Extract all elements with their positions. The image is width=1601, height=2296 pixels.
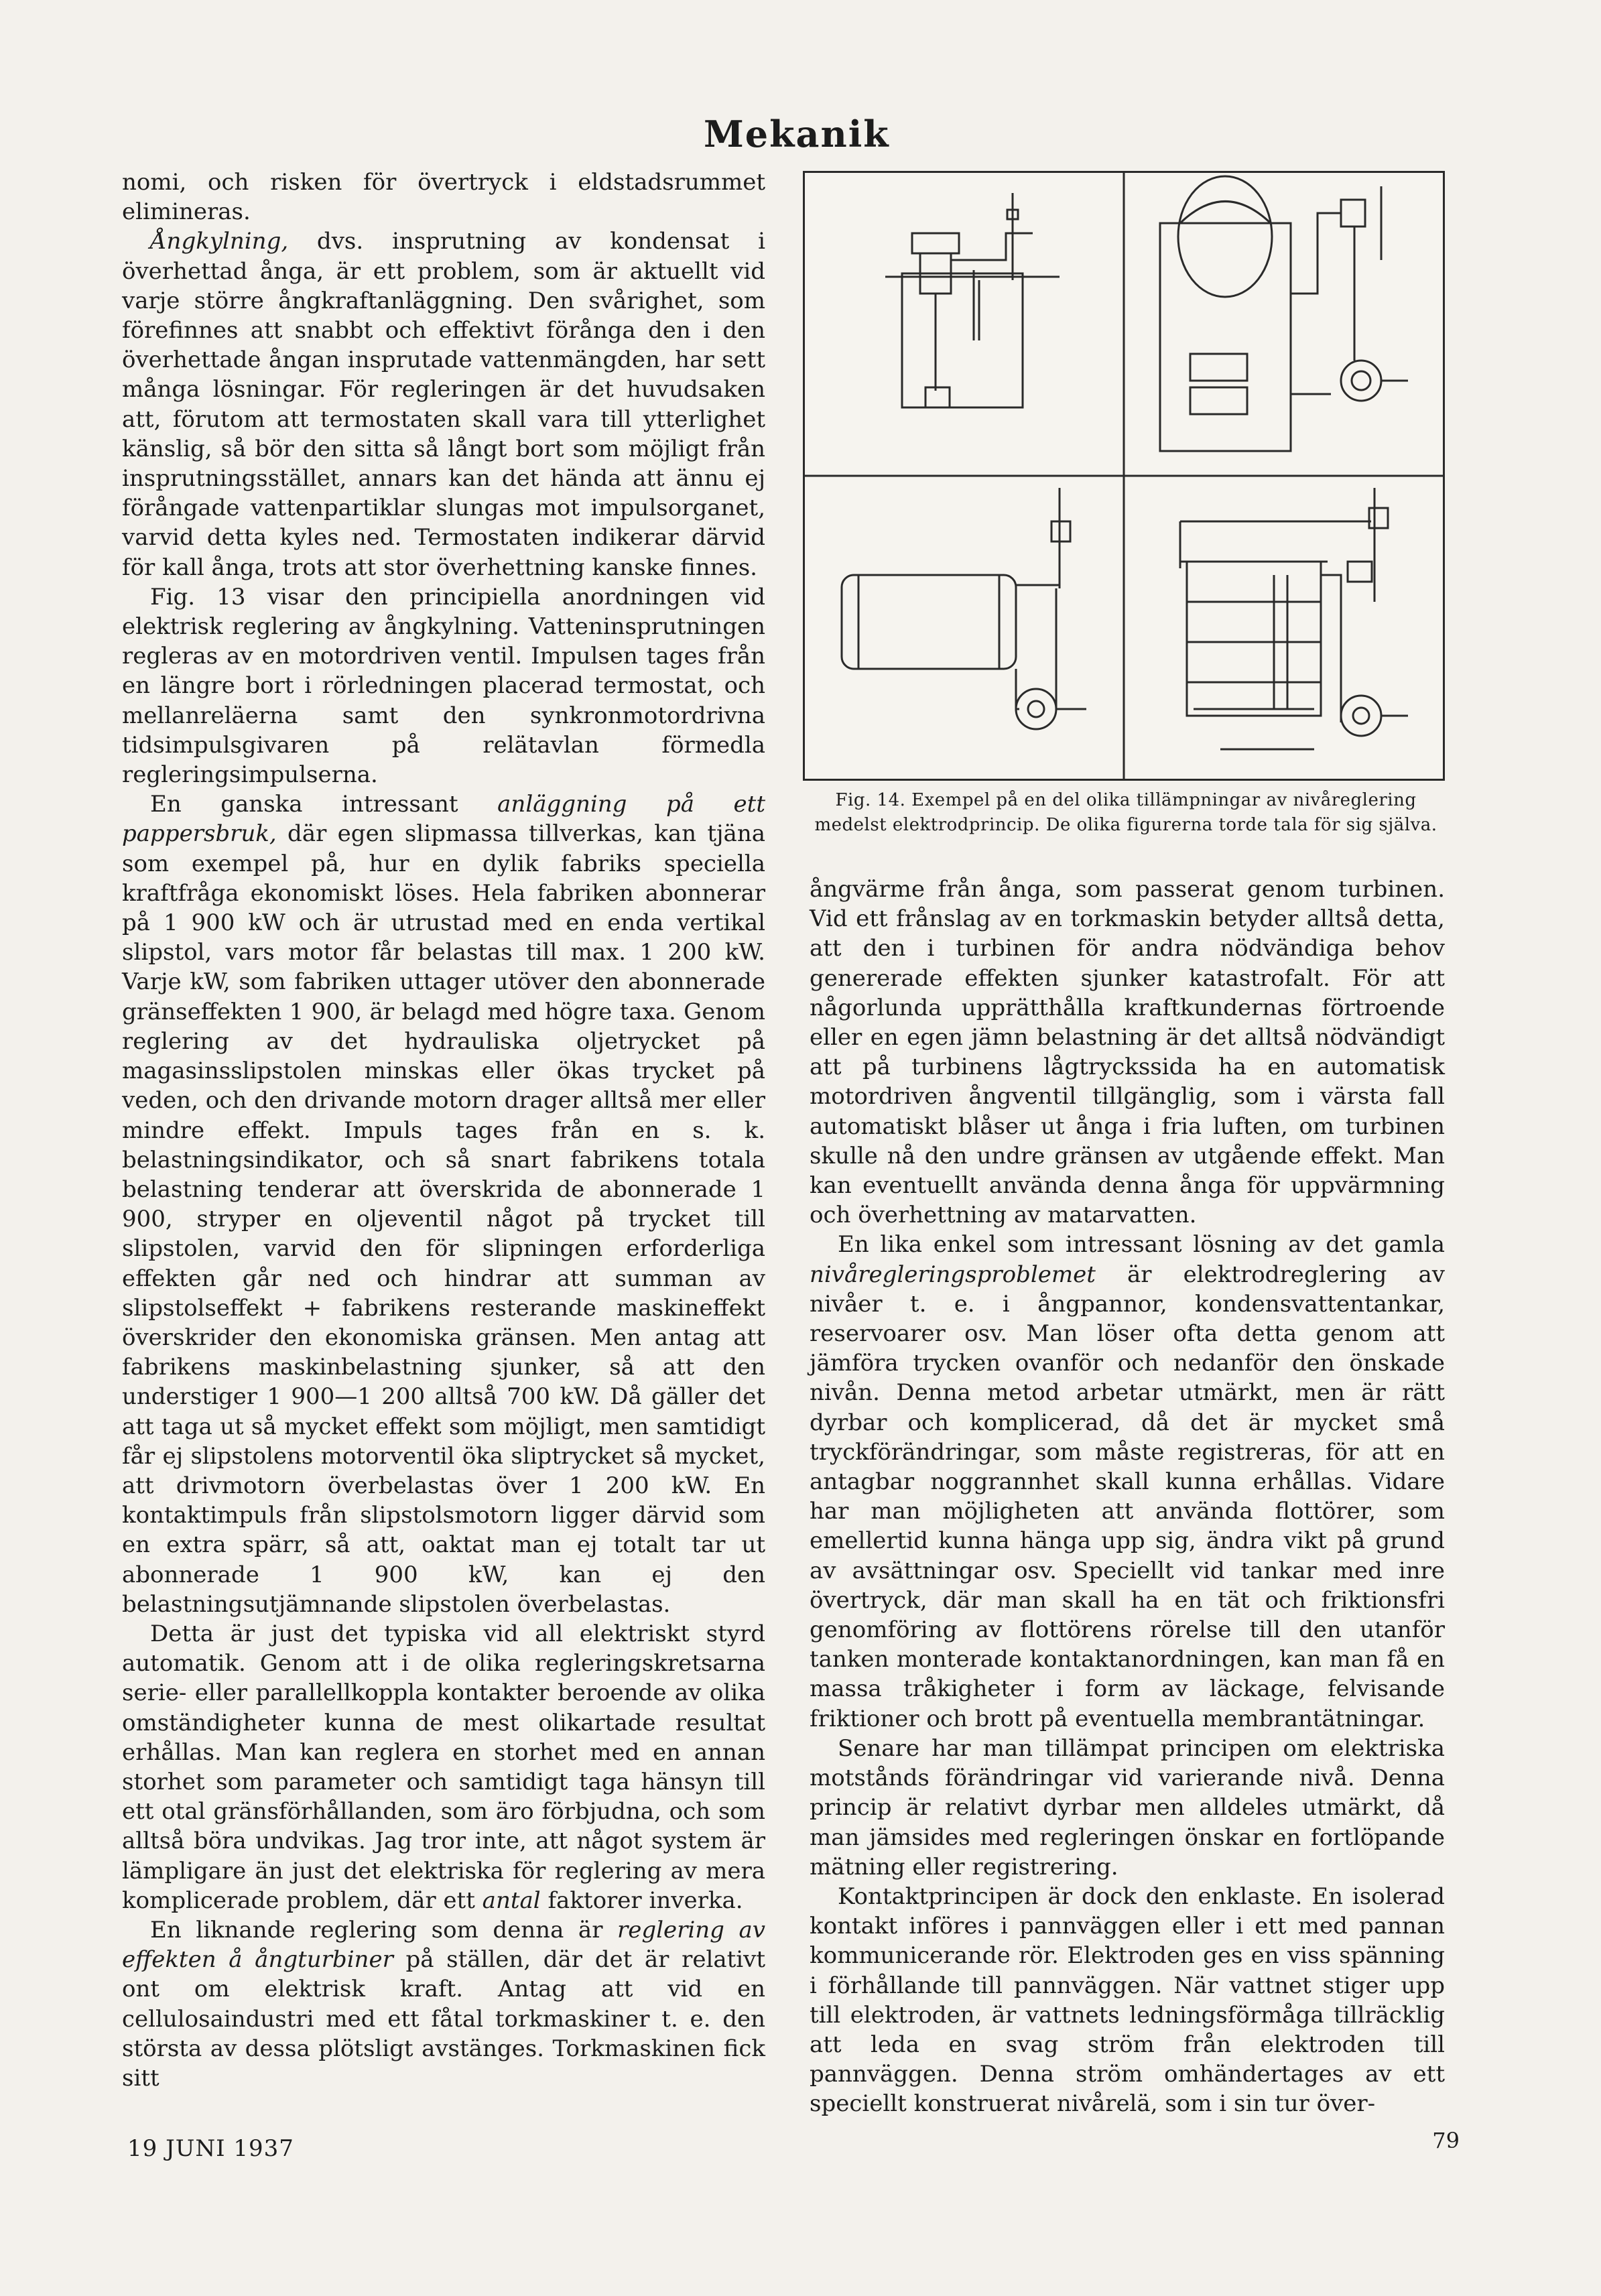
boiler-diagram [1160,176,1408,451]
text-span: En ganska intressant [150,791,498,818]
text-span: är elektrodreglering av nivåer t. e. i ångpannor, kondensvattentankar, reservoarer osv. Man löser ofta detta genom att jämföra trycken ovanför och nedanför den önskade nivån. Denna metod arbetar utmärkt, men är rätt dyrbar och komplicerad, då det är mycket små tryckförändringar, som måste registreras, för att en antagbar noggrannhet skall kunna erhållas. Vidare har man möjligheten att använda flottörer, som emellertid kunna hänga upp sig, ändra vikt på grund av avsättningar osv. Speciellt vid tankar med inre övertryck, där man skall ha en tät och friktionsfri genomföring av flottörens rörelse till den utanför tanken monterade kontaktanordningen, kan man få en massa tråkigheter i form av läckage, felvisande friktioner och brott på eventuella membrantätningar. [810,1261,1445,1732]
italic-text: nivåregleringsproblemet [810,1261,1096,1288]
paragraph [122,1915,765,2093]
left-text-column [122,168,765,2134]
text-span: på ställen, där det är relativt ont om elektrisk kraft. Antag att vid en cellulosaindustri med ett fåtal torkmaskiner t. e. den största av dessa plötsligt avstänges. Torkmaskinen fick sitt [122,1946,765,2092]
paragraph [122,168,765,227]
paragraph [810,875,1445,1230]
paragraph [122,582,765,789]
text-span: Detta är just det typiska vid all elektriskt styrd automatik. Genom att i de olika regleringskretsarna serie- eller parallellkoppla kontakter beroende av olika omständigheter kunna de mest olikartade resultat erhållas. Man kan reglera en storhet med en annan storhet som parameter och samtidigt taga hänsyn till ett otal gränsförhållanden, som äro förbjudna, och som alltså böra undvikas. Jag tror inte, att något system är lämpligare än just det elektriska för reglering av mera komplicerade problem, där ett [122,1620,765,1914]
right-text-column [810,875,1445,2134]
text-span: där egen slipmassa tillverkas, kan tjäna som exempel på, hur en dylik fabriks speciella kraftfråga ekonomiskt löses. Hela fabriken abonnerar på 1 900 kW och är utrustad med en enda vertikal slipstol, vars motor får belastas till max. 1 200 kW. Varje kW, som fabriken uttager utöver den abonnerade gränseffekten 1 900, är belagd med högre taxa. Genom reglering av det hydrauliska oljetrycket på magasinsslipstolen minskas eller ökas trycket på veden, och den drivande motorn drager alltså mer eller mindre effekt. Impuls tages från en s. k. belastningsindikator, och så snart fabrikens totala belastning tenderar att överskrida de abonnerade 1 900, stryper en oljeventil något på trycket till slipstolen, varvid den för slipningen erforderliga effekten går ned och hindrar att summan av slipstolseffekt + fabrikens resterande maskineffekt överskrider den ekonomiska gränsen. Men antag att fabrikens maskinbelastning sjunker, så att den understiger 1 900—1 200 alltså 700 kW. Då gäller det att taga ut så mycket effekt som möjligt, men samtidigt får ej slipstolens motorventil öka sliptrycket så mycket, att drivmotorn överbelastas över 1 200 kW. En kontaktimpuls från slipstolsmotorn ligger därvid som en extra spärr, så att, oaktat man ej totalt tar ut abonnerade 1 900 kW, kan ej den belastningsutjämnande slipstolen överbelastas. [122,820,765,1618]
paragraph [122,227,765,582]
page-number: 79 [1432,2128,1460,2153]
italic-text: antal [482,1887,541,1914]
section-title: Mekanik [704,113,890,155]
figure-14 [803,171,1445,781]
text-span: ångvärme från ånga, som passerat genom turbinen. Vid ett frånslag av en torkmaskin betyder alltså detta, att den i turbinen för andra nödvändiga behov genererade effekten sjunker katastrofalt. För att någorlunda upprätthålla kraftkundernas förtroende eller en egen jämn belastning är det alltså nödvändigt att på turbinens lågtryckssida ha en automatisk motordriven ångventil tillgänglig, som i värsta fall automatiskt blåser ut ånga i fria luften, om turbinen skulle nå den undre gränsen av utgående effekt. Man kan eventuellt använda denna ånga för uppvärmning och överhettning av matarvatten. [810,876,1445,1229]
text-span: Kontaktprincipen är dock den enklaste. En isolerad kontakt införes i pannväggen eller i ett med pannan kommunicerande rör. Elektroden ges en viss spänning i förhållande till pannväggen. När vattnet stiger upp till elektroden, är vattnets ledningsförmåga tillräcklig att leda en svag ström från elektroden till pannväggen. Denna ström omhändertages av ett speciellt konstruerat nivårelä, som i sin tur över- [810,1883,1445,2118]
horizontal-tank-diagram [842,488,1086,729]
paragraph [122,1619,765,1915]
text-span: Senare har man tillämpat principen om elektriska motstånds förändringar vid varierande nivå. Denna princip är relativt dyrbar men alldeles utmärkt, då man jämsides med regleringen önskar en fortlöpande mätning eller registrering. [810,1734,1445,1880]
text-span: Fig. 13 visar den principiella anordningen vid elektrisk reglering av ångkylning. Vatteninsprutningen regleras av en motordriven ventil. Impulsen tages från en längre bort i rörledningen placerad termostat, och mellanreläerna samt den synkronmotordrivna tidsimpulsgivaren på relätavlan förmedla regleringsimpulserna. [122,583,765,789]
figure-caption: Fig. 14. Exempel på en del olika tillämpningar av nivåreglering medelst elektrodprincip. De olika figurerna torde tala för sig själva. [814,790,1437,835]
italic-text: Ångkylning, [150,228,289,255]
italic-text: anläggning på ett pappersbruk, [122,791,766,848]
text-span: En liknande reglering som denna är [150,1916,618,1943]
paragraph [122,789,765,1619]
text-span: dvs. insprutning av kondensat i överhettad ånga, är ett problem, som är aktuellt vid varje större ångkraftanläggning. Den svårighet, som förefinnes att snabbt och effektivt förånga den i den överhettade ångan insprutade vattenmängden, har sett många lösningar. För regleringen är det huvudsaken att, förutom att termostaten skall vara till ytterlighet känslig, så bör den sitta så långt bort som möjligt från insprutningsstället, annars kan det hända att ännu ej förångade vattenpartiklar slungas mot impulsorganet, varvid detta kyles ned. Termostaten indikerar därvid för kall ånga, trots att stor överhettning kanske finnes. [122,228,765,581]
issue-date: 19 JUNI 1937 [127,2135,294,2162]
text-span: faktorer inverka. [540,1887,743,1914]
paragraph [810,1734,1445,1882]
text-span: En lika enkel som intressant lösning av det gamla [838,1231,1445,1259]
paragraph [810,1230,1445,1733]
text-span: nomi, och risken för övertryck i eldstadsrummet elimineras. [122,169,765,226]
stacked-tank-diagram [1180,488,1408,749]
pit-pump-diagram [885,193,1060,407]
paragraph [810,1882,1445,2119]
level-regulation-diagrams [805,173,1443,779]
italic-text: reglering av effekten å ångturbiner [122,1916,765,1974]
